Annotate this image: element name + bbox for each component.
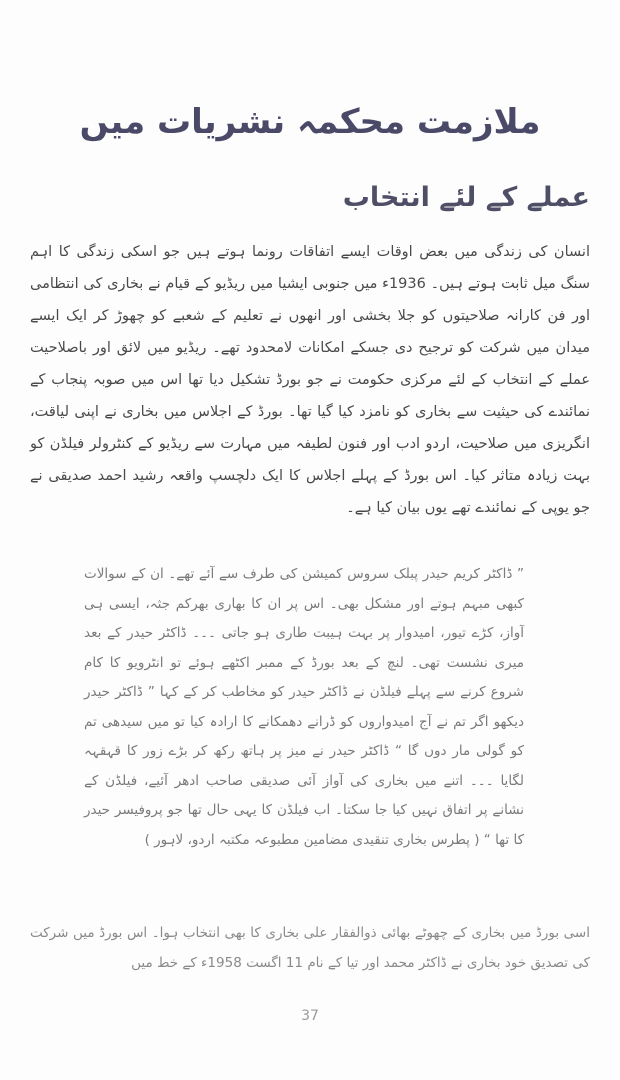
section-heading: عملے کے لئے انتخاب: [342, 182, 590, 213]
closing-paragraph: اسی بورڈ میں بخاری کے چھوٹے بھائی ذوالفقار علی بخاری کا بھی انتخاب ہوا۔ اس بورڈ میں شرکت کی تصدیق خود بخاری نے ڈاکٹر محمد اور تیا کے نام 11 اگست 1958ء کے خط میں: [30, 925, 590, 971]
block-quote: ” ڈاکٹر کریم حیدر پبلک سروس کمیشن کی طرف سے آئے تھے۔ ان کے سوالات کبھی مبہم ہوتے اور مشکل بھی۔ اس پر ان کا بھاری بھرکم جثہ، ایسی ہی آواز، کڑے تیور، امیدوار پر بہت ہیبت طاری ہو جاتی ۔۔۔ ڈاکٹر حیدر کے بعد میری نشست تھی۔ لنچ کے بعد بورڈ کے ممبر اکٹھے ہوئے تو انٹرویو کا کام شروع کرنے سے پہلے فیلڈن نے ڈاکٹر حیدر کو مخاطب کر کے کہا ” ڈاکٹر حیدر دیکھو اگر تم نے آج امیدواروں کو ڈرانے دھمکانے کا ارادہ کیا تو میں سیدھی تم کو گولی مار دوں گا “ ڈاکٹر حیدر نے میز پر ہاتھ رکھ کر بڑے زور کا قہقہہ لگایا ۔۔۔ اتنے میں بخاری کی آواز آئی صدیقی صاحب ادھر آئیے، فیلڈن کے نشانے پر اتفاق نہیں کیا جا سکتا۔ اب فیلڈن کا یہی حال تھا جو پروفیسر حیدر کا تھا “ ( پطرس بخاری تنقیدی مضامین مطبوعہ مکتبہ اردو، لاہور ): [84, 566, 524, 848]
chapter-title: ملازمت محکمہ نشریات میں: [79, 102, 541, 142]
page-number: 37: [301, 1008, 319, 1024]
body-paragraph: انسان کی زندگی میں بعض اوقات ایسے اتفاقات رونما ہوتے ہیں جو اسکی زندگی کا اہم سنگ میل ثابت ہوتے ہیں۔ 1936ء میں جنوبی ایشیا میں ریڈیو کے قیام نے بخاری کی انتظامی اور فن کارانہ صلاحیتوں کو جلا بخشی اور انھوں نے تعلیم کے شعبے کو چھوڑ کر ایک ایسے میدان میں شرکت کو ترجیح دی جسکے امکانات لامحدود تھے۔ ریڈیو میں لائق اور باصلاحیت عملے کے انتخاب کے لئے مرکزی حکومت نے جو بورڈ تشکیل دیا تھا اس میں صوبہ پنجاب کے نمائندے کی حیثیت سے بخاری کو نامزد کیا گیا تھا۔ بورڈ کے اجلاس میں بخاری نے اپنی لیاقت، انگریزی میں صلاحیت، اردو ادب اور فنون لطیفہ میں مہارت سے ریڈیو کے کنٹرولر فیلڈن کو بہت زیادہ متاثر کیا۔ اس بورڈ کے پہلے اجلاس کا ایک دلچسپ واقعہ رشید احمد صدیقی نے جو یوپی کے نمائندے تھے یوں بیان کیا ہے۔: [30, 244, 590, 516]
